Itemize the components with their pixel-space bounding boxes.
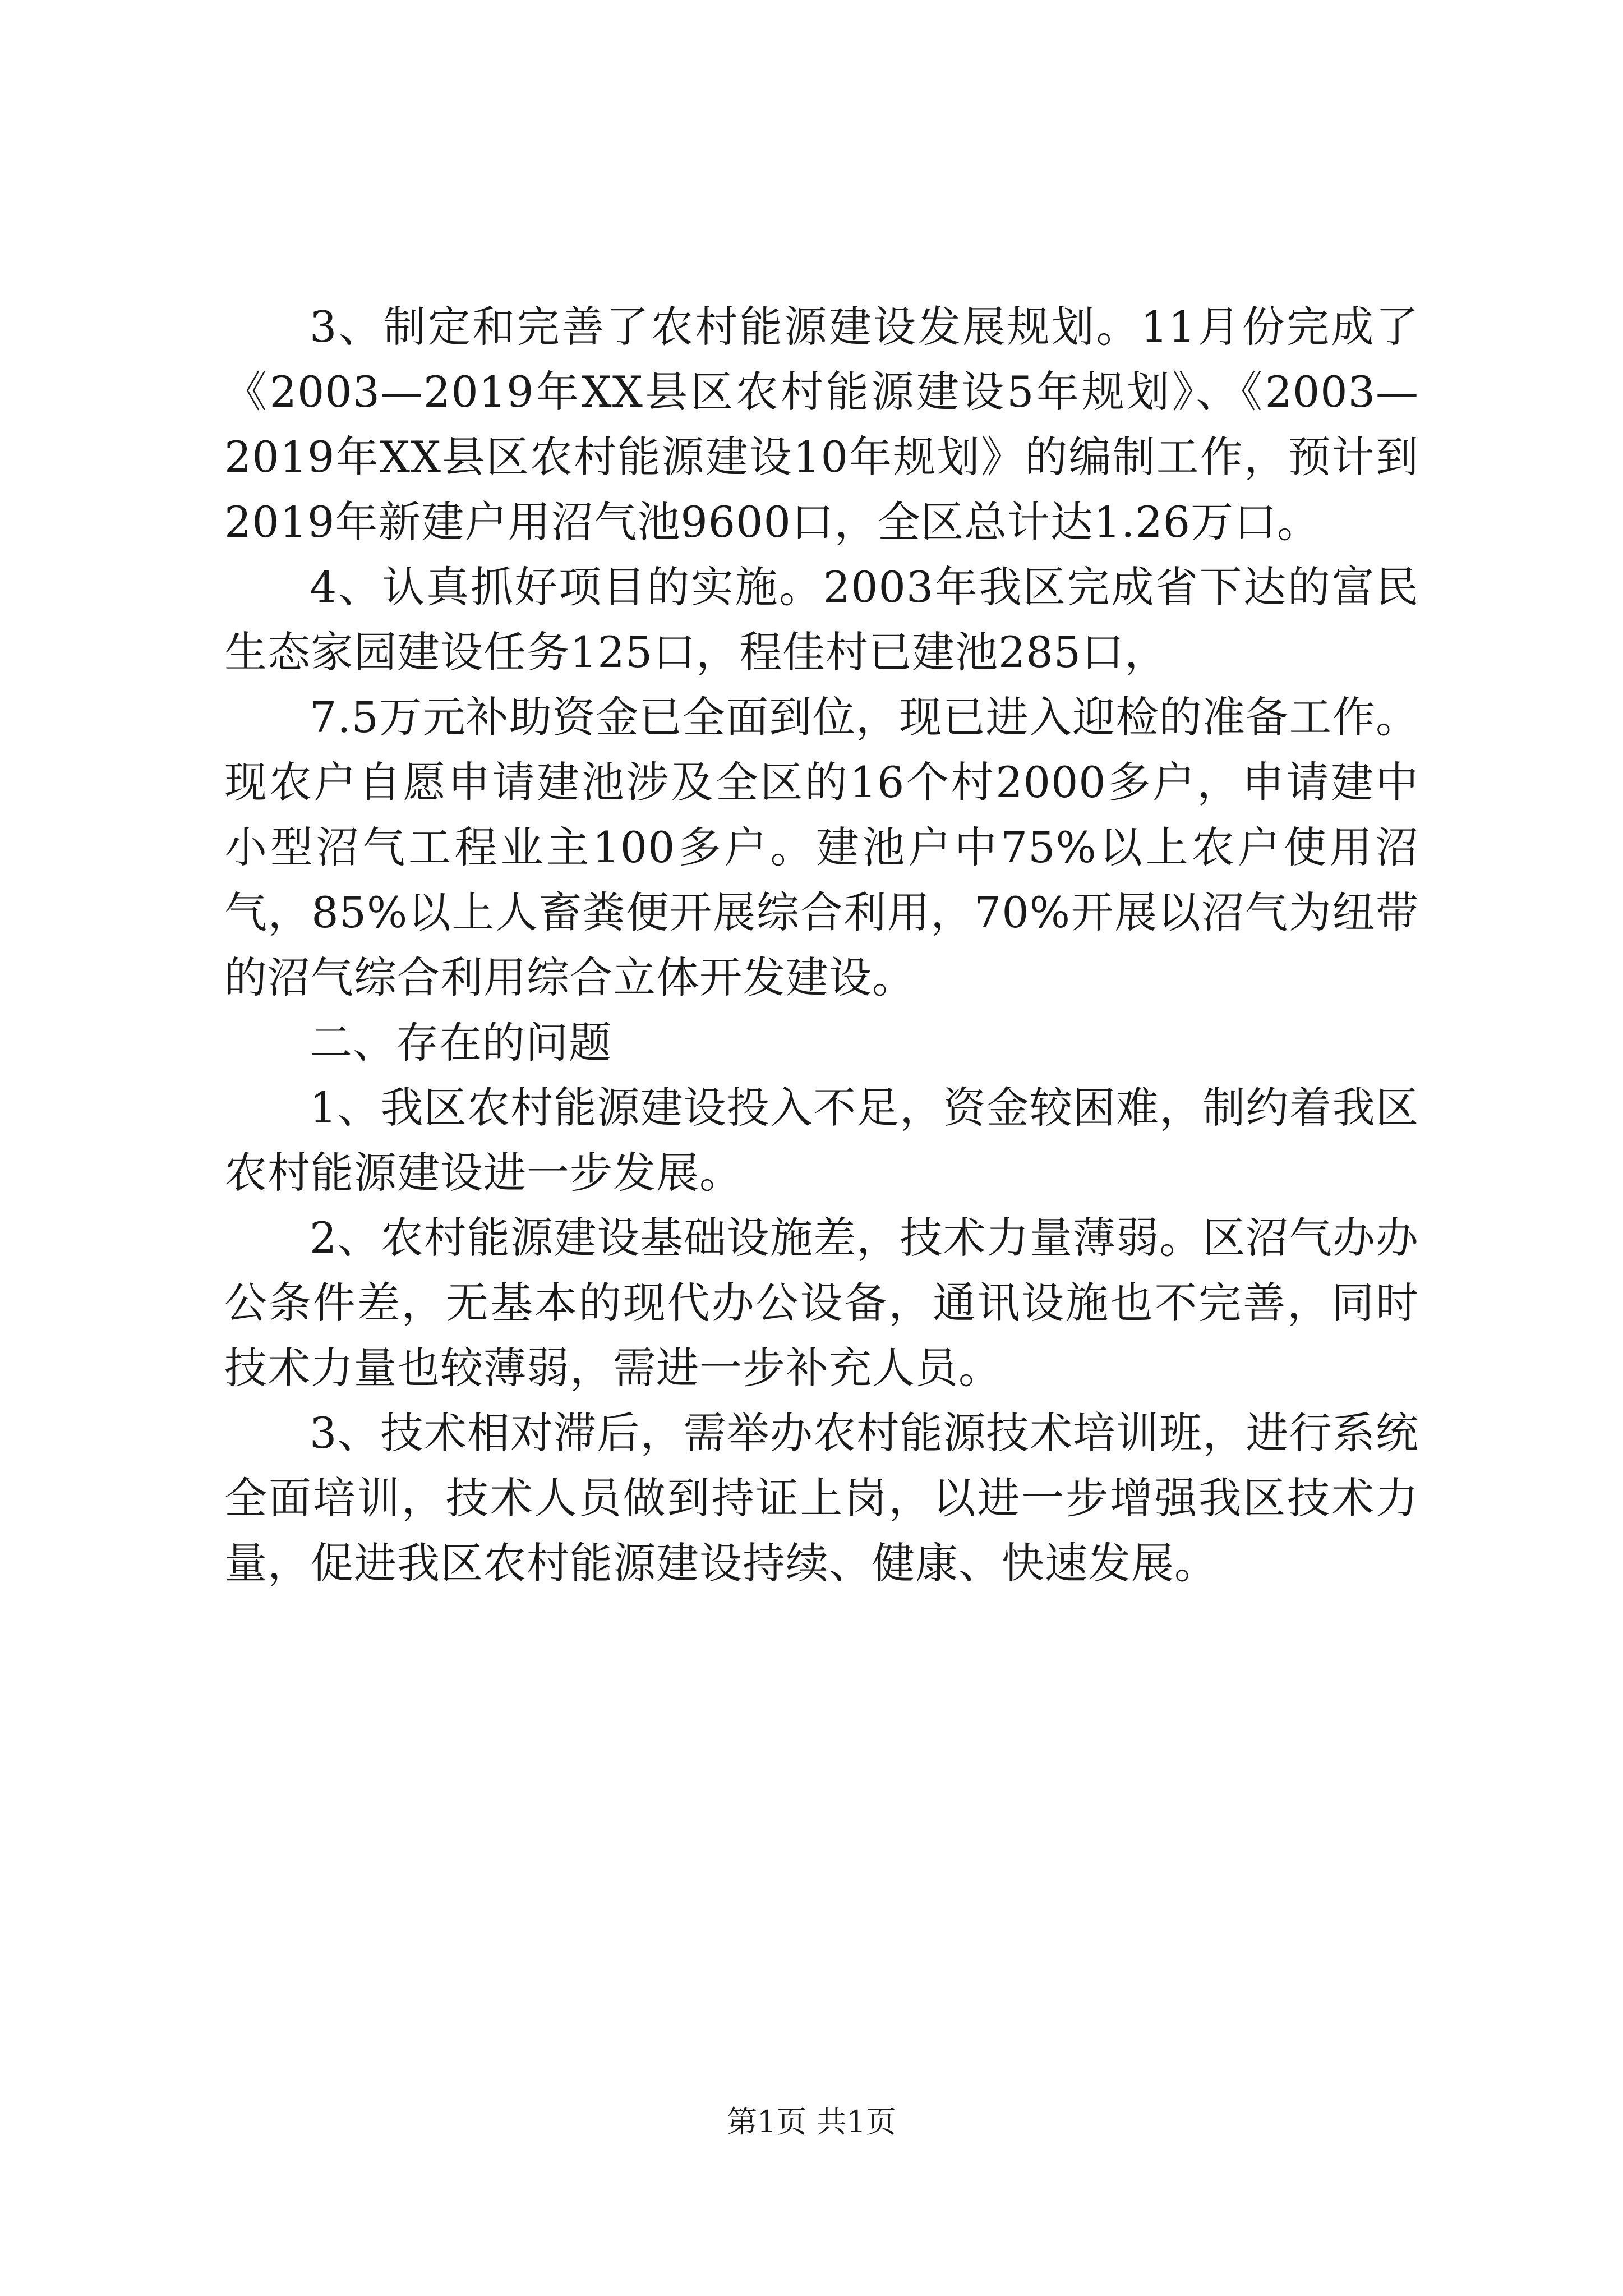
paragraph-project-implementation: 4、认真抓好项目的实施。2003年我区完成省下达的富民生态家园建设任务125口，程佳村已建池285口，: [224, 562, 1419, 677]
paragraph-problem-funding: 1、我区农村能源建设投入不足，资金较困难，制约着我区农村能源建设进一步发展。: [224, 1083, 1419, 1198]
paragraph-problem-technology: 3、技术相对滞后，需举办农村能源技术培训班，进行系统全面培训，技术人员做到持证上岗，以进一步增强我区技术力量，促进我区农村能源建设持续、健康、快速发展。: [224, 1408, 1419, 1588]
section-heading-problems: 二、存在的问题: [310, 1018, 612, 1068]
paragraph-problem-infrastructure: 2、农村能源建设基础设施差，技术力量薄弱。区沼气办办公条件差，无基本的现代办公设备，通讯设施也不完善，同时技术力量也较薄弱，需进一步补充人员。: [224, 1213, 1419, 1393]
document-body: [224, 295, 1419, 1596]
page-number-footer: 第1页 共1页: [727, 2104, 896, 2139]
paragraph-planning: 3、制定和完善了农村能源建设发展规划。11月份完成了《2003—2019年XX县区农村能源建设5年规划》、《2003—2019年XX县区农村能源建设10年规划》的编制工作，预计到2019年新建户用沼气池9600口，全区总计达1.26万口。: [224, 302, 1419, 547]
paragraph-subsidy-funds: 7.5万元补助资金已全面到位，现已进入迎检的准备工作。现农户自愿申请建池涉及全区的16个村2000多户，申请建中小型沼气工程业主100多户。建池户中75%以上农户使用沼气，85%以上人畜粪便开展综合利用，70%开展以沼气为纽带的沼气综合利用综合立体开发建设。: [224, 692, 1419, 1002]
